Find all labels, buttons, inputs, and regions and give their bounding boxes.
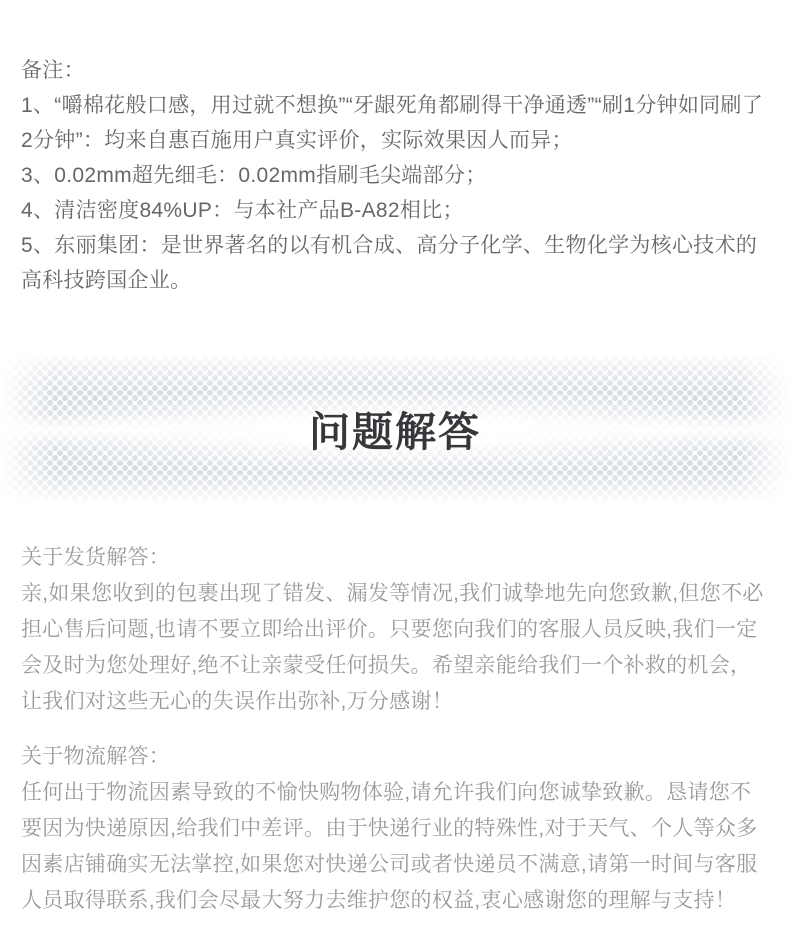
qa-shipping-heading: 关于发货解答：	[21, 546, 171, 569]
notes-heading: 备注：	[21, 59, 85, 82]
note-item: 4、清洁密度84%UP：与本社产品B-A82相比；	[21, 199, 464, 222]
qa-shipping-body: 亲,如果您收到的包裹出现了错发、漏发等情况,我们诚挚地先向您致歉,但您不必担心售后问题,也请不要立即给出评价。只要您向我们的客服人员反映,我们一定会及时为您处理好,绝不让亲蒙受任何损失。希望亲能给我们一个补救的机会， 让我们对这些无心的失误作出弥补,万分感谢！	[21, 582, 764, 713]
qa-banner-title: 问题解答	[309, 408, 481, 455]
qa-banner	[0, 353, 790, 503]
qa-logistics-heading: 关于物流解答：	[21, 745, 171, 768]
notes-section	[0, 0, 790, 298]
note-item: 5、东丽集团：是世界著名的以有机合成、高分子化学、生物化学为核心技术的高科技跨国企业。	[21, 234, 758, 292]
qa-text-area	[0, 540, 790, 919]
qa-section-logistics	[21, 739, 769, 919]
note-item: 1、“嚼棉花般口感，用过就不想换”“牙龈死角都刷得干净通透”“刷1分钟如同刷了2分钟”：均来自惠百施用户真实评价，实际效果因人而异；	[21, 94, 764, 152]
note-item: 3、0.02mm超先细毛：0.02mm指刷毛尖端部分；	[21, 164, 487, 187]
qa-section-shipping	[21, 540, 769, 720]
qa-logistics-body: 任何出于物流因素导致的不愉快购物体验,请允许我们向您诚挚致歉。恳请您不要因为快递原因,给我们中差评。由于快递行业的特殊性,对于天气、个人等众多因素店铺确实无法掌控,如果您对快递公司或者快递员不满意,请第一时间与客服人员取得联系,我们会尽最大努力去维护您的权益,衷心感谢您的理解与支持！	[21, 781, 758, 912]
